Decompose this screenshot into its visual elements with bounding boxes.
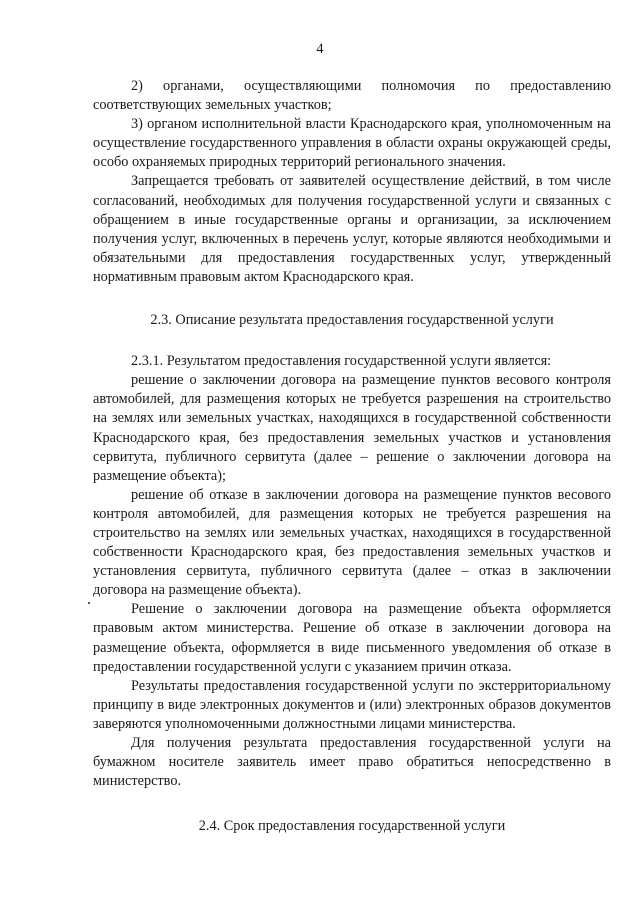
paragraph-paper-result: Для получения результата предоставления государственной услуги на бумажном носителе заявитель имеет право обратиться непосредственно в министерство. xyxy=(93,735,611,790)
document-body xyxy=(93,77,611,836)
section-heading-2-3: 2.3. Описание результата предоставления государственной услуги xyxy=(150,312,554,329)
section-heading-2-4: 2.4. Срок предоставления государственной услуги xyxy=(198,818,506,835)
paragraph-decision-approve: решение о заключении договора на размещение пунктов весового контроля автомобилей, для размещения которых не требуется разрешения на строительство на землях или земельных участках, находящихся в государственной собственности Краснодарского края, без предоставления земельных участков и установления сервитута, публичного сервитута (далее – решение о заключении договора на размещение объекта); xyxy=(93,372,611,484)
paragraph-2-3-1: 2.3.1. Результатом предоставления государственной услуги является: xyxy=(131,353,552,370)
paragraph-extraterritorial: Результаты предоставления государственной услуги по экстерриториальному принципу в виде электронных документов и (или) электронных образов документов заверяются уполномоченными должностными лицами министерства. xyxy=(93,677,611,732)
paragraph-item-2: 2) органами, осуществляющими полномочия по предоставлению соответствующих земельных участков; xyxy=(93,78,611,114)
paragraph-decision-form: Решение о заключении договора на размещение объекта оформляется правовым актом министерства. Решение об отказе в заключении договора на размещение объекта, оформляется в виде письменного уведомления об отказе в предоставлении государственной услуги с указанием причин отказа. xyxy=(93,601,611,675)
paragraph-decision-refuse: решение об отказе в заключении договора на размещение пунктов весового контроля автомобилей, для размещения которых не требуется разрешения на строительство на землях или земельных участках, находящихся в государственной собственности Краснодарского края, без предоставления земельных участков и установления сервитута, публичного сервитута (далее – отказ в заключении договора на размещение объекта). xyxy=(93,486,611,599)
paragraph-item-3: 3) органом исполнительной власти Краснодарского края, уполномоченным на осуществление государственного управления в области охраны окружающей среды, особо охраняемых природных территорий регионального значения. xyxy=(93,116,611,171)
paragraph-prohibition: Запрещается требовать от заявителей осуществление действий, в том числе согласований, необходимых для получения государственной услуги и связанных с обращением в иные государственные органы и организации, за исключением получения услуг, включенных в перечень услуг, которые являются необходимыми и обязательными для предоставления государственных услуг, утвержденный нормативным правовым актом Краснодарского края. xyxy=(93,173,611,285)
page-number: 4 xyxy=(316,41,324,57)
scan-mark xyxy=(88,602,90,604)
